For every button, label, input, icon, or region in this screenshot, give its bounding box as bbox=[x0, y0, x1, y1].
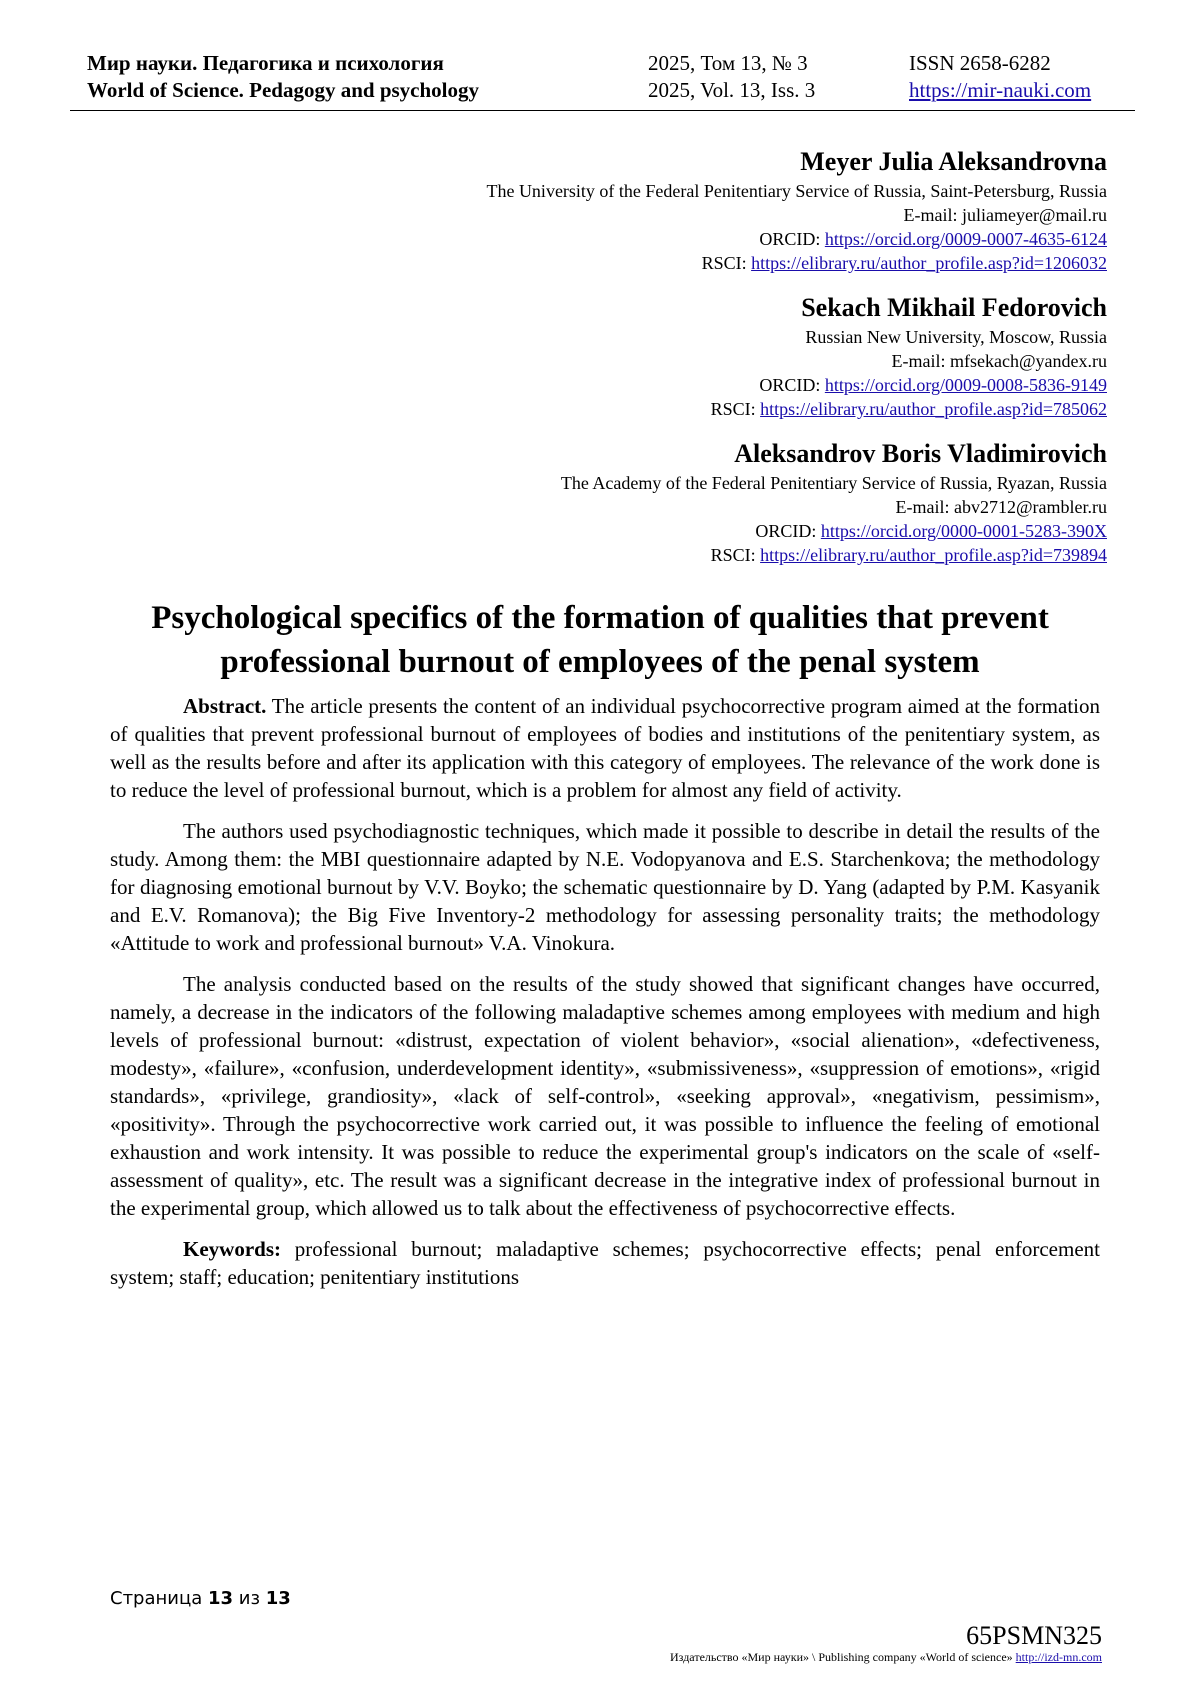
abstract-label: Abstract. bbox=[183, 694, 267, 718]
author-2 bbox=[486, 291, 1107, 421]
author-orcid bbox=[486, 373, 1107, 397]
journal-site-link[interactable]: https://mir-nauki.com bbox=[909, 78, 1092, 102]
author-email: E-mail: mfsekach@yandex.ru bbox=[891, 351, 1107, 371]
author-orcid bbox=[486, 227, 1107, 251]
volume-en: 2025, Vol. 13, Iss. 3 bbox=[648, 78, 816, 102]
page-total: 13 bbox=[265, 1588, 291, 1609]
publisher-text: Издательство «Мир науки» \ Publishing company «World of science» bbox=[670, 1650, 1016, 1664]
rsci-link[interactable]: https://elibrary.ru/author_profile.asp?id=739894 bbox=[760, 545, 1107, 565]
abstract-paragraph-1 bbox=[110, 692, 1100, 804]
header-row-ru bbox=[70, 50, 1135, 77]
rsci-link[interactable]: https://elibrary.ru/author_profile.asp?id=785062 bbox=[760, 399, 1107, 419]
header-row-en bbox=[70, 77, 1135, 104]
page-middle: из bbox=[233, 1588, 266, 1609]
rsci-label: RSCI: bbox=[701, 253, 752, 273]
page-indicator bbox=[110, 1588, 291, 1609]
orcid-link[interactable]: https://orcid.org/0009-0007-4635-6124 bbox=[824, 229, 1107, 249]
volume-ru: 2025, Том 13, № 3 bbox=[648, 51, 808, 75]
page-current: 13 bbox=[207, 1588, 234, 1609]
rsci-label: RSCI: bbox=[710, 399, 761, 419]
author-rsci bbox=[486, 251, 1107, 275]
orcid-link[interactable]: https://orcid.org/0000-0001-5283-390X bbox=[820, 521, 1107, 541]
author-orcid bbox=[486, 519, 1107, 543]
orcid-label: ORCID: bbox=[759, 375, 825, 395]
author-name: Sekach Mikhail Fedorovich bbox=[801, 293, 1107, 322]
author-affiliation: Russian New University, Moscow, Russia bbox=[805, 327, 1107, 347]
author-affiliation: The Academy of the Federal Penitentiary Service of Russia, Ryazan, Russia bbox=[560, 473, 1107, 493]
journal-title-ru: Мир науки. Педагогика и психология bbox=[87, 51, 444, 75]
publisher-footer bbox=[670, 1650, 1102, 1665]
keywords-label: Keywords: bbox=[183, 1237, 281, 1261]
author-rsci bbox=[486, 543, 1107, 567]
abstract-text: The article presents the content of an individual psychocorrective program aimed at the formation of qualities that prevent professional burnout of employees of bodies and institutions of the penitentiary system, as well as the results before and after its application with this category of employees. The relevance of the work done is to reduce the level of professional burnout, which is a problem for almost any field of activity. bbox=[110, 694, 1100, 802]
rsci-label: RSCI: bbox=[710, 545, 761, 565]
keywords-text: professional burnout; maladaptive schemes; psychocorrective effects; penal enforcement system; staff; education; penitentiary institutions bbox=[110, 1237, 1100, 1289]
issn: ISSN 2658-6282 bbox=[909, 51, 1051, 75]
abstract-paragraph-2: The authors used psychodiagnostic techniques, which made it possible to describe in detail the results of the study. Among them: the MBI questionnaire adapted by N.E. Vodopyanova and E.S. Starchenkova; the methodology for diagnosing emotional burnout by V.V. Boyko; the schematic questionnaire by D. Yang (adapted by P.M. Kasyanik and E.V. Romanova); the Big Five Inventory-2 methodology for assessing personality traits; the methodology «Attitude to work and professional burnout» V.A. Vinokura. bbox=[110, 819, 1100, 955]
orcid-label: ORCID: bbox=[759, 229, 825, 249]
author-1 bbox=[486, 145, 1107, 275]
authors-block bbox=[486, 145, 1107, 583]
abstract-body bbox=[110, 692, 1100, 1304]
rsci-link[interactable]: https://elibrary.ru/author_profile.asp?id=1206032 bbox=[751, 253, 1107, 273]
journal-header bbox=[70, 50, 1135, 104]
keywords-paragraph bbox=[110, 1235, 1100, 1291]
author-name: Aleksandrov Boris Vladimirovich bbox=[734, 439, 1107, 468]
author-email: E-mail: juliameyer@mail.ru bbox=[903, 205, 1107, 225]
author-3 bbox=[486, 437, 1107, 567]
author-affiliation: The University of the Federal Penitentiary Service of Russia, Saint-Petersburg, Russia bbox=[486, 181, 1107, 201]
page-prefix: Страница bbox=[110, 1588, 208, 1609]
orcid-link[interactable]: https://orcid.org/0009-0008-5836-9149 bbox=[824, 375, 1107, 395]
author-rsci bbox=[486, 397, 1107, 421]
author-name: Meyer Julia Aleksandrovna bbox=[800, 147, 1107, 176]
article-code: 65PSMN325 bbox=[966, 1621, 1102, 1650]
orcid-label: ORCID: bbox=[755, 521, 821, 541]
journal-title-en: World of Science. Pedagogy and psychology bbox=[87, 78, 480, 102]
author-email: E-mail: abv2712@rambler.ru bbox=[895, 497, 1107, 517]
abstract-paragraph-3: The analysis conducted based on the results of the study showed that significant changes have occurred, namely, a decrease in the indicators of the following maladaptive schemes among employees with medium and high levels of professional burnout: «distrust, expectation of violent behavior», «social alienation», «defectiveness, modesty», «failure», «confusion, underdevelopment identity», «submissiveness», «suppression of emotions», «rigid standards», «privilege, grandiosity», «lack of self-control», «seeking approval», «negativism, pessimism», «positivity». Through the psychocorrective work carried out, it was possible to influence the feeling of emotional exhaustion and work intensity. It was possible to reduce the experimental group's indicators on the scale of «self-assessment of quality», etc. The result was a significant decrease in the integrative index of professional burnout in the experimental group, which allowed us to talk about the effectiveness of psychocorrective effects. bbox=[110, 972, 1100, 1220]
header-divider bbox=[70, 110, 1135, 111]
publisher-link[interactable]: http://izd-mn.com bbox=[1015, 1650, 1102, 1664]
article-title: Psychological specifics of the formation of qualities that prevent professional burnout of employees of the penal system bbox=[151, 600, 1049, 680]
